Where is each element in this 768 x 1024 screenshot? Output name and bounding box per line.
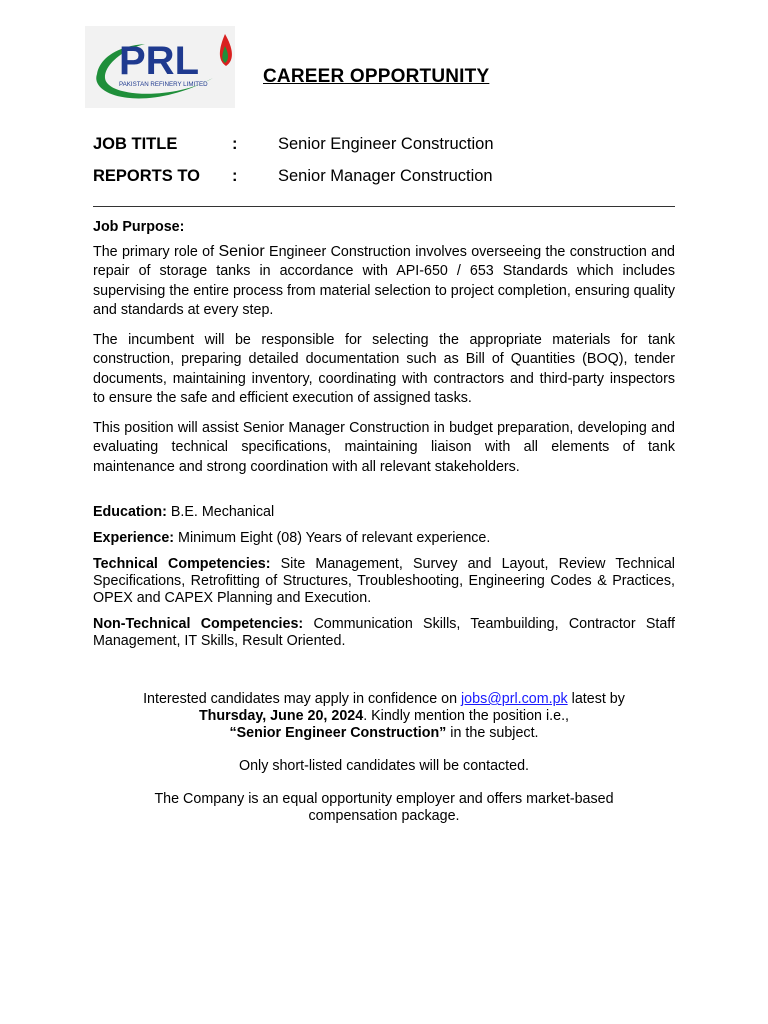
- job-purpose-title: Job Purpose:: [93, 219, 185, 235]
- in-subject: in the subject.: [446, 725, 539, 741]
- job-description: [93, 218, 675, 659]
- position-quote: “Senior Engineer Construction”: [229, 725, 447, 741]
- apply-line-2: [93, 708, 675, 725]
- shortlist-note: Only short-listed candidates will be contacted.: [238, 758, 530, 774]
- job-purpose-paragraph-2: The incumbent will be responsible for selecting the appropriate materials for tank construction, preparing detailed documentation such as Bill of Quantities (BOQ), tender documents, maintaining inventory, coordinating with contractors and third-party inspectors to ensure the safe and efficient execution of assigned tasks.: [93, 331, 675, 406]
- job-title-colon: :: [232, 135, 238, 153]
- non-technical-competencies: [93, 616, 675, 650]
- application-instructions: [93, 691, 675, 825]
- email-link[interactable]: jobs@prl.com.pk: [461, 691, 568, 707]
- education-value: B.E. Mechanical: [166, 504, 275, 520]
- divider: [93, 206, 675, 207]
- reports-to-colon: :: [232, 167, 238, 185]
- nontechnical-value: Communication Skills, Teambuilding, Contractor Staff Management, IT Skills, Result Oriented.: [93, 616, 675, 649]
- p1-before: The primary role of: [93, 243, 219, 260]
- job-purpose-paragraph-3: This position will assist Senior Manager Construction in budget preparation, developing and evaluating technical specifications, maintaining liaison with all elements of tank maintenance and strong coordination with all relevant stakeholders.: [93, 419, 675, 475]
- experience-line: [93, 530, 675, 547]
- prl-logo-graphic: [85, 26, 235, 108]
- experience-label: Experience:: [93, 530, 175, 546]
- technical-competencies: [93, 556, 675, 607]
- reports-to-value: Senior Manager Construction: [278, 167, 493, 185]
- job-title-label: JOB TITLE: [93, 135, 178, 153]
- prl-logo: [85, 26, 235, 108]
- job-title-value: Senior Engineer Construction: [278, 135, 494, 153]
- p1-after: Engineer Construction involves overseeing the construction and repair of storage tanks in accordance with API-650 / 653 Standards which includes supervising the entire process from material selection to project completion, ensuring quality and standards at every step.: [93, 243, 675, 318]
- equal-opportunity-note: The Company is an equal opportunity employer and offers market-based compensation package.: [154, 791, 614, 824]
- education-line: [93, 504, 675, 521]
- logo-text: PRL: [119, 39, 199, 83]
- technical-value: Site Management, Survey and Layout, Review Technical Specifications, Retrofitting of Structures, Troubleshooting, Engineering Codes & Practices, OPEX and CAPEX Planning and Execution.: [93, 556, 675, 606]
- mention-position: . Kindly mention the position i.e.,: [363, 708, 570, 724]
- technical-label: Technical Competencies:: [93, 556, 271, 572]
- logo-subtitle: PAKISTAN REFINERY LIMITED: [119, 81, 208, 88]
- apply-after: latest by: [567, 691, 625, 707]
- job-purpose-paragraph-1: [93, 242, 675, 321]
- education-label: Education:: [93, 504, 167, 520]
- apply-before: Interested candidates may apply in confidence on: [143, 691, 461, 707]
- reports-to-label: REPORTS TO: [93, 167, 200, 185]
- deadline: Thursday, June 20, 2024: [198, 708, 364, 724]
- apply-line-1: [93, 691, 675, 708]
- nontechnical-label: Non-Technical Competencies:: [93, 616, 304, 632]
- experience-value: Minimum Eight (08) Years of relevant experience.: [174, 530, 491, 546]
- apply-line-3: [93, 725, 675, 742]
- p1-big: Senior: [218, 242, 265, 260]
- page-title: CAREER OPPORTUNITY: [263, 66, 490, 87]
